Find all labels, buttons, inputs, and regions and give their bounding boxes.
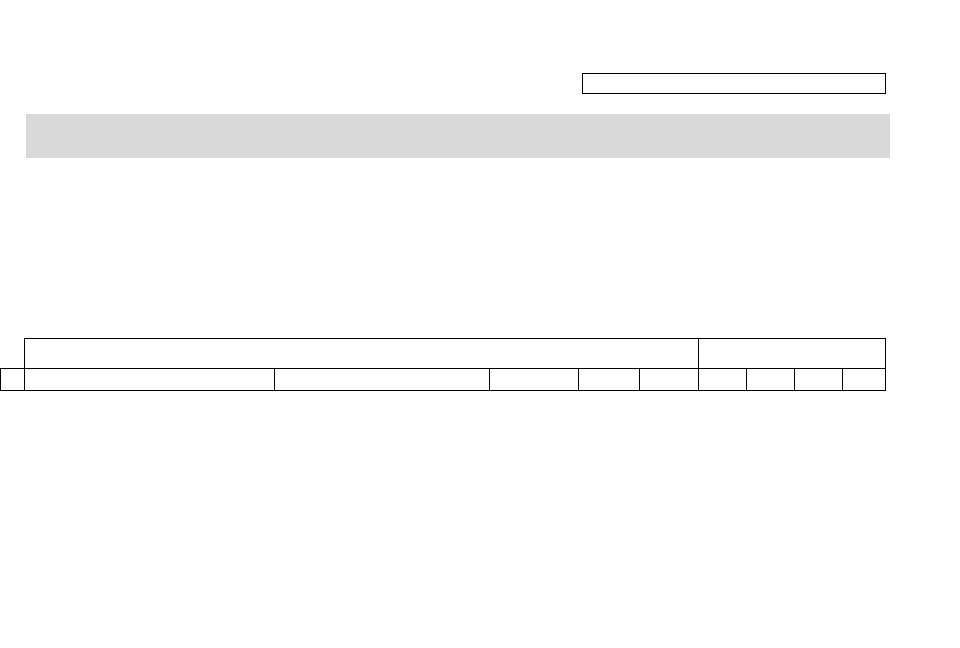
header-s3: [795, 369, 843, 391]
header-moc: [579, 369, 640, 391]
header-ew: [490, 369, 579, 391]
header-razem: [842, 369, 885, 391]
header-addr: [274, 369, 490, 391]
uwaga-box: [26, 114, 890, 158]
header-gr: [640, 369, 699, 391]
header-s2: [747, 369, 795, 391]
usage-header: [699, 339, 886, 369]
totals-row: [582, 73, 886, 94]
header-s1: [699, 369, 747, 391]
objects-table: [0, 338, 886, 391]
header-name: [24, 369, 274, 391]
header-lp: [1, 369, 25, 391]
group-header: [24, 339, 698, 369]
